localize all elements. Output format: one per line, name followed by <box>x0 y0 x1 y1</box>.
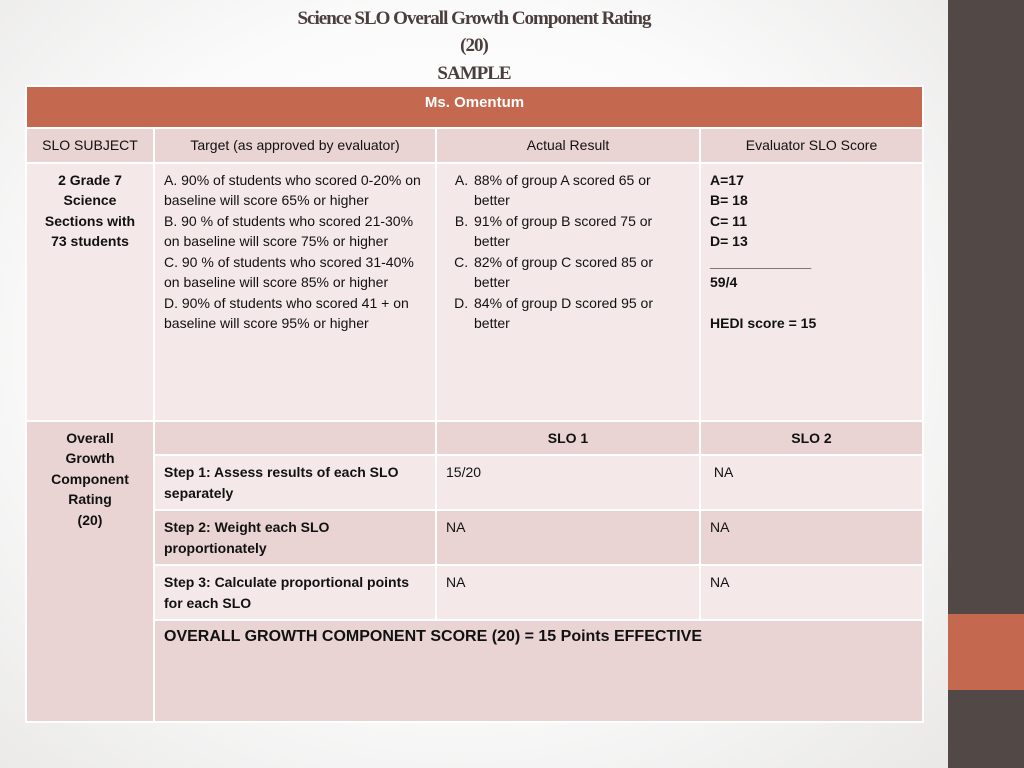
result-item: B. 91% of group B scored 75 or better <box>472 211 690 252</box>
step-3-label: Step 3: Calculate proportional points for each SLO <box>154 565 436 620</box>
step-row-2 <box>26 510 923 565</box>
slo2-header: SLO 2 <box>700 421 923 456</box>
subject-line: Sections with <box>44 212 136 229</box>
step-3-slo2: NA <box>700 565 923 620</box>
result-item: D. 84% of group D scored 95 or better <box>472 293 690 334</box>
step-3-slo1: NA <box>436 565 700 620</box>
result-item: C. 82% of group C scored 85 or better <box>472 252 690 293</box>
slide-title-line-1: Science SLO Overall Growth Component Rating <box>297 8 651 29</box>
result-list <box>446 170 690 334</box>
column-header-result: Actual Result <box>436 128 700 163</box>
blank-header-cell <box>154 421 436 456</box>
overall-label-cell <box>26 421 154 723</box>
subject-line: Science <box>63 192 117 208</box>
step-2-slo1: NA <box>436 510 700 565</box>
score-b: B= 18 <box>710 192 748 208</box>
target-cell <box>154 163 436 421</box>
column-header-row <box>26 128 923 163</box>
slo-table <box>25 85 924 723</box>
target-item: A. 90% of students who scored 0-20% on baseline will score 65% or higher <box>164 171 421 208</box>
target-item: D. 90% of students who scored 41 + on baseline will score 95% or higher <box>164 294 409 331</box>
evaluator-score-cell <box>700 163 923 421</box>
column-header-subject: SLO SUBJECT <box>26 128 154 163</box>
hedi-score: HEDI score = 15 <box>710 314 817 331</box>
slo-subject-cell <box>26 163 154 421</box>
overall-label-line: (20) <box>77 511 103 528</box>
slide-title-line-3: SAMPLE <box>437 63 511 84</box>
column-header-target: Target (as approved by evaluator) <box>154 128 436 163</box>
score-rule: _____________ <box>710 253 812 270</box>
spacer <box>710 293 913 313</box>
right-accent-block <box>948 614 1024 690</box>
overall-header-row <box>26 421 923 456</box>
score-total: 59/4 <box>710 274 738 290</box>
target-item: B. 90 % of students who scored 21-30% on baseline will score 75% or higher <box>164 212 414 249</box>
teacher-name: Ms. Omentum <box>26 86 923 128</box>
overall-growth-score: OVERALL GROWTH COMPONENT SCORE (20) = 15 Points EFFECTIVE <box>154 620 923 722</box>
overall-label-line: Rating <box>68 491 112 507</box>
score-c: C= 11 <box>710 212 747 229</box>
slide-title-line-2: (20) <box>460 35 488 56</box>
step-row-1 <box>26 455 923 510</box>
step-1-label: Step 1: Assess results of each SLO separately <box>154 455 436 510</box>
slo1-header: SLO 1 <box>436 421 700 456</box>
overall-label-line: Component <box>51 470 129 487</box>
subject-line: 73 students <box>51 233 129 249</box>
overall-score-row <box>26 620 923 722</box>
column-header-score: Evaluator SLO Score <box>700 128 923 163</box>
step-2-label: Step 2: Weight each SLO proportionately <box>154 510 436 565</box>
step-1-slo1: 15/20 <box>436 455 700 510</box>
score-a: A=17 <box>710 171 744 188</box>
step-1-slo2: NA <box>700 455 923 510</box>
subject-line: 2 Grade 7 <box>58 171 122 188</box>
table-header-row <box>26 86 923 128</box>
result-item: A. 88% of group A scored 65 or better <box>472 170 690 211</box>
overall-label-line: Growth <box>65 450 115 466</box>
score-d: D= 13 <box>710 233 748 249</box>
actual-result-cell <box>436 163 700 421</box>
step-row-3 <box>26 565 923 620</box>
step-2-slo2: NA <box>700 510 923 565</box>
target-item: C. 90 % of students who scored 31-40% on baseline will score 85% or higher <box>164 253 414 290</box>
overall-label-line: Overall <box>66 429 114 446</box>
slo-detail-row <box>26 163 923 421</box>
